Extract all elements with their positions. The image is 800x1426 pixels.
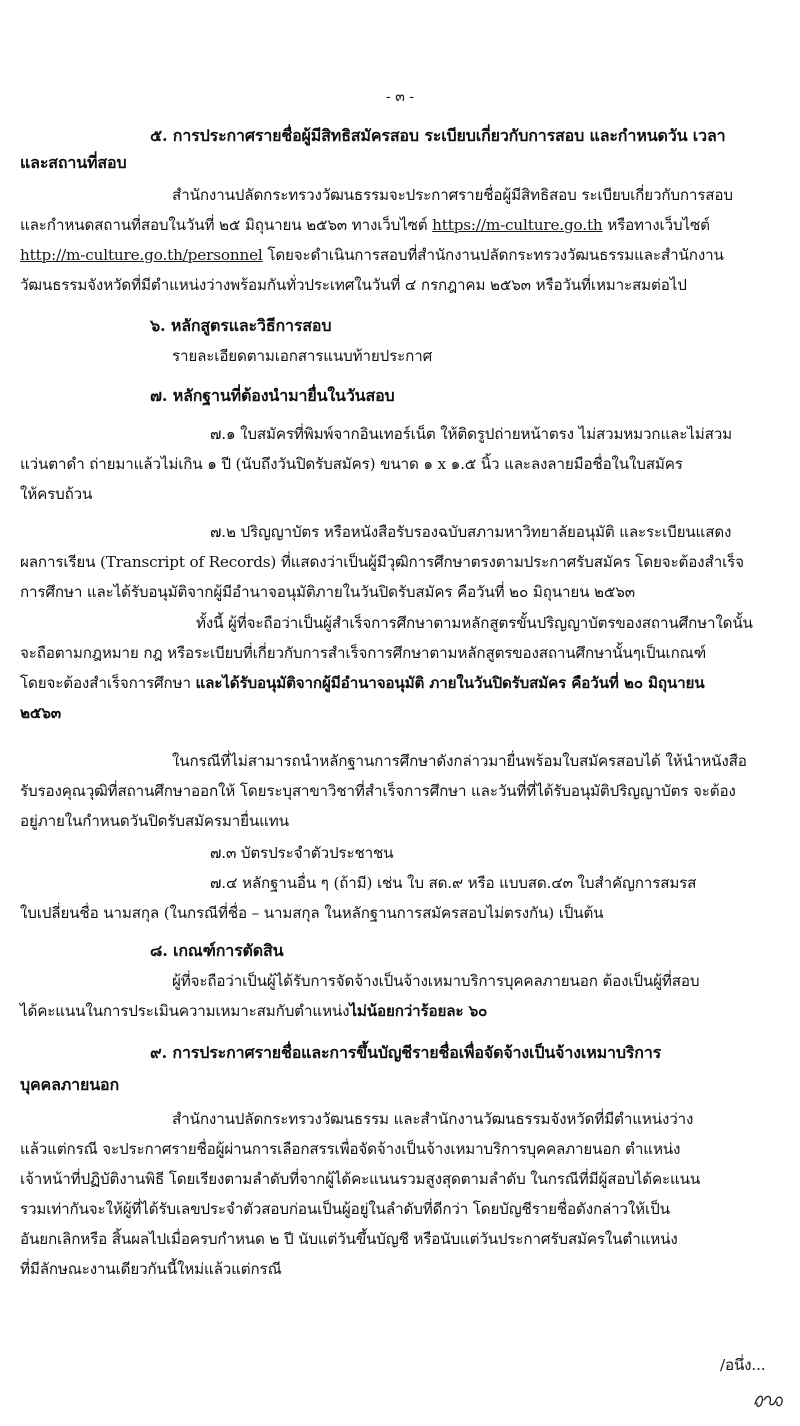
section-8-para-line: ผู้ที่จะถือว่าเป็นผู้ได้รับการจัดจ้างเป็นจ้างเหมาบริการบุคคลภายนอก ต้องเป็นผู้ที่สอบ [172,972,700,990]
item-7-4-line: ใบเปลี่ยนชื่อ นามสกุล (ในกรณีที่ชื่อ – นามสกุล ในหลักฐานการสมัครสอบไม่ตรงกัน) เป็นต้น [20,904,604,922]
item-7-2-para3-line: รับรองคุณวุฒิที่สถานศึกษาออกให้ โดยระบุสาขาวิชาที่สำเร็จการศึกษา และวันที่ที่ได้รับอนุมัติปริญญาบัตร จะต้อง [20,782,736,800]
item-7-4-line: ๗.๔ หลักฐานอื่น ๆ (ถ้ามี) เช่น ใบ สด.๙ หรือ แบบสด.๔๓ ใบสำคัญการสมรส [210,874,697,892]
section-5-para-line: วัฒนธรรมจังหวัดที่มีตำแหน่งว่างพร้อมกันทั่วประเทศในวันที่ ๔ กรกฎาคม ๒๕๖๓ หรือวันที่เหมาะสมต่อไป [20,276,687,294]
item-7-2-para2-line: โดยจะต้องสำเร็จการศึกษา และได้รับอนุมัติจากผู้มีอำนาจอนุมัติ ภายในวันปิดรับสมัคร คือวันที่ ๒๐ มิถุนายน [20,674,705,692]
section-8-para-line: ได้คะแนนในการประเมินความเหมาะสมกับตำแหน่งไม่น้อยกว่าร้อยละ ๖๐ [20,1002,488,1020]
page-number: - ๓ - [386,89,414,105]
emphasis-approval: และได้รับอนุมัติจากผู้มีอำนาจอนุมัติ ภายในวันปิดรับสมัคร คือวันที่ ๒๐ มิถุนายน [195,674,705,692]
item-7-2-para3-line: ในกรณีที่ไม่สามารถนำหลักฐานการศึกษาดังกล่าวมายื่นพร้อมใบสมัครสอบได้ ให้นำหนังสือ [172,752,747,770]
section-5-para-line: และกำหนดสถานที่สอบในวันที่ ๒๕ มิถุนายน ๒๕๖๓ ทางเว็บไซต์ https://m-culture.go.th หรือทางเว็บไซต์ [20,216,710,234]
item-7-2-para3-line: อยู่ภายในกำหนดวันปิดรับสมัครมายื่นแทน [20,812,289,830]
section-9-para-line: ที่มีลักษณะงานเดียวกันนี้ใหม่แล้วแต่กรณี [20,1260,282,1278]
section-6-title: ๖. หลักสูตรและวิธีการสอบ [150,316,332,335]
section-9-title-cont: บุคคลภายนอก [20,1075,120,1094]
item-7-3: ๗.๓ บัตรประจำตัวประชาชน [210,844,394,862]
personnel-link[interactable]: http://m-culture.go.th/personnel [20,246,263,264]
section-7-title: ๗. หลักฐานที่ต้องนำมายื่นในวันสอบ [150,386,395,405]
section-8-title: ๘. เกณฑ์การตัดสิน [150,941,284,960]
section-9-title: ๙. การประกาศรายชื่อและการขึ้นบัญชีรายชื่อเพื่อจัดจ้างเป็นจ้างเหมาบริการ [150,1043,662,1062]
initials-signature [752,1388,786,1412]
continued-marker: /อนึ่ง... [720,1356,766,1374]
item-7-1-line: ๗.๑ ใบสมัครที่พิมพ์จากอินเทอร์เน็ต ให้ติดรูปถ่ายหน้าตรง ไม่สวมหมวกและไม่สวม [210,425,732,443]
emphasis-threshold: ไม่น้อยกว่าร้อยละ ๖๐ [349,1002,488,1020]
section-5-title-cont: และสถานที่สอบ [20,153,127,172]
item-7-2-line: การศึกษา และได้รับอนุมัติจากผู้มีอำนาจอนุมัติภายในวันปิดรับสมัคร คือวันที่ ๒๐ มิถุนายน ๒๕๖๓ [20,583,635,601]
section-9-para-line: แล้วแต่กรณี จะประกาศรายชื่อผู้ผ่านการเลือกสรรเพื่อจัดจ้างเป็นจ้างเหมาบริการบุคคลภายนอก ตำแหน่ง [20,1140,681,1158]
section-5-para-line: http://m-culture.go.th/personnel โดยจะดำเนินการสอบที่สำนักงานปลัดกระทรวงวัฒนธรรมและสำนักงาน [20,246,724,264]
section-9-para-line: รวมเท่ากันจะให้ผู้ที่ได้รับเลขประจำตัวสอบก่อนเป็นผู้อยู่ในลำดับที่ดีกว่า โดยบัญชีรายชื่อดังกล่าวให้เป็น [20,1200,670,1218]
item-7-2-para2-line: ทั้งนี้ ผู้ที่จะถือว่าเป็นผู้สำเร็จการศึกษาตามหลักสูตรขั้นปริญญาบัตรของสถานศึกษาใดนั้น [196,614,753,632]
item-7-2-para2-line: จะถือตามกฎหมาย กฎ หรือระเบียบที่เกี่ยวกับการสำเร็จการศึกษาตามหลักสูตรของสถานศึกษานั้นๆเป็นเกณฑ์ [20,644,707,662]
item-7-1-line: ให้ครบถ้วน [20,485,93,503]
item-7-1-line: แว่นตาดำ ถ่ายมาแล้วไม่เกิน ๑ ปี (นับถึงวันปิดรับสมัคร) ขนาด ๑ x ๑.๕ นิ้ว และลงลายมือชื่อในใบสมัคร [20,455,683,473]
section-6-para: รายละเอียดตามเอกสารแนบท้ายประกาศ [172,347,433,365]
item-7-2-line: ผลการเรียน (Transcript of Records) ที่แสดงว่าเป็นผู้มีวุฒิการศึกษาตรงตามประกาศรับสมัคร โดยจะต้องสำเร็จ [20,553,744,571]
section-5-title: ๕. การประกาศรายชื่อผู้มีสิทธิสมัครสอบ ระเบียบเกี่ยวกับการสอบ และกำหนดวัน เวลา [150,126,726,145]
section-5-para-line: สำนักงานปลัดกระทรวงวัฒนธรรมจะประกาศรายชื่อผู้มีสิทธิสอบ ระเบียบเกี่ยวกับการสอบ [172,186,733,204]
item-7-2-line: ๗.๒ ปริญญาบัตร หรือหนังสือรับรองฉบับสภามหาวิทยาลัยอนุมัติ และระเบียนแสดง [210,523,732,541]
section-9-para-line: เจ้าหน้าที่ปฏิบัติงานพิธี โดยเรียงตามลำดับที่จากผู้ได้คะแนนรวมสูงสุดตามลำดับ ในกรณีที่มีผู้สอบได้คะแนน [20,1170,701,1188]
section-9-para-line: อันยกเลิกหรือ สิ้นผลไปเมื่อครบกำหนด ๒ ปี นับแต่วันขึ้นบัญชี หรือนับแต่วันประกาศรับสมัครในตำแหน่ง [20,1230,678,1248]
website-link[interactable]: https://m-culture.go.th [432,216,603,234]
section-9-para-line: สำนักงานปลัดกระทรวงวัฒนธรรม และสำนักงานวัฒนธรรมจังหวัดที่มีตำแหน่งว่าง [172,1110,694,1128]
item-7-2-para2-line: ๒๕๖๓ [20,704,61,722]
